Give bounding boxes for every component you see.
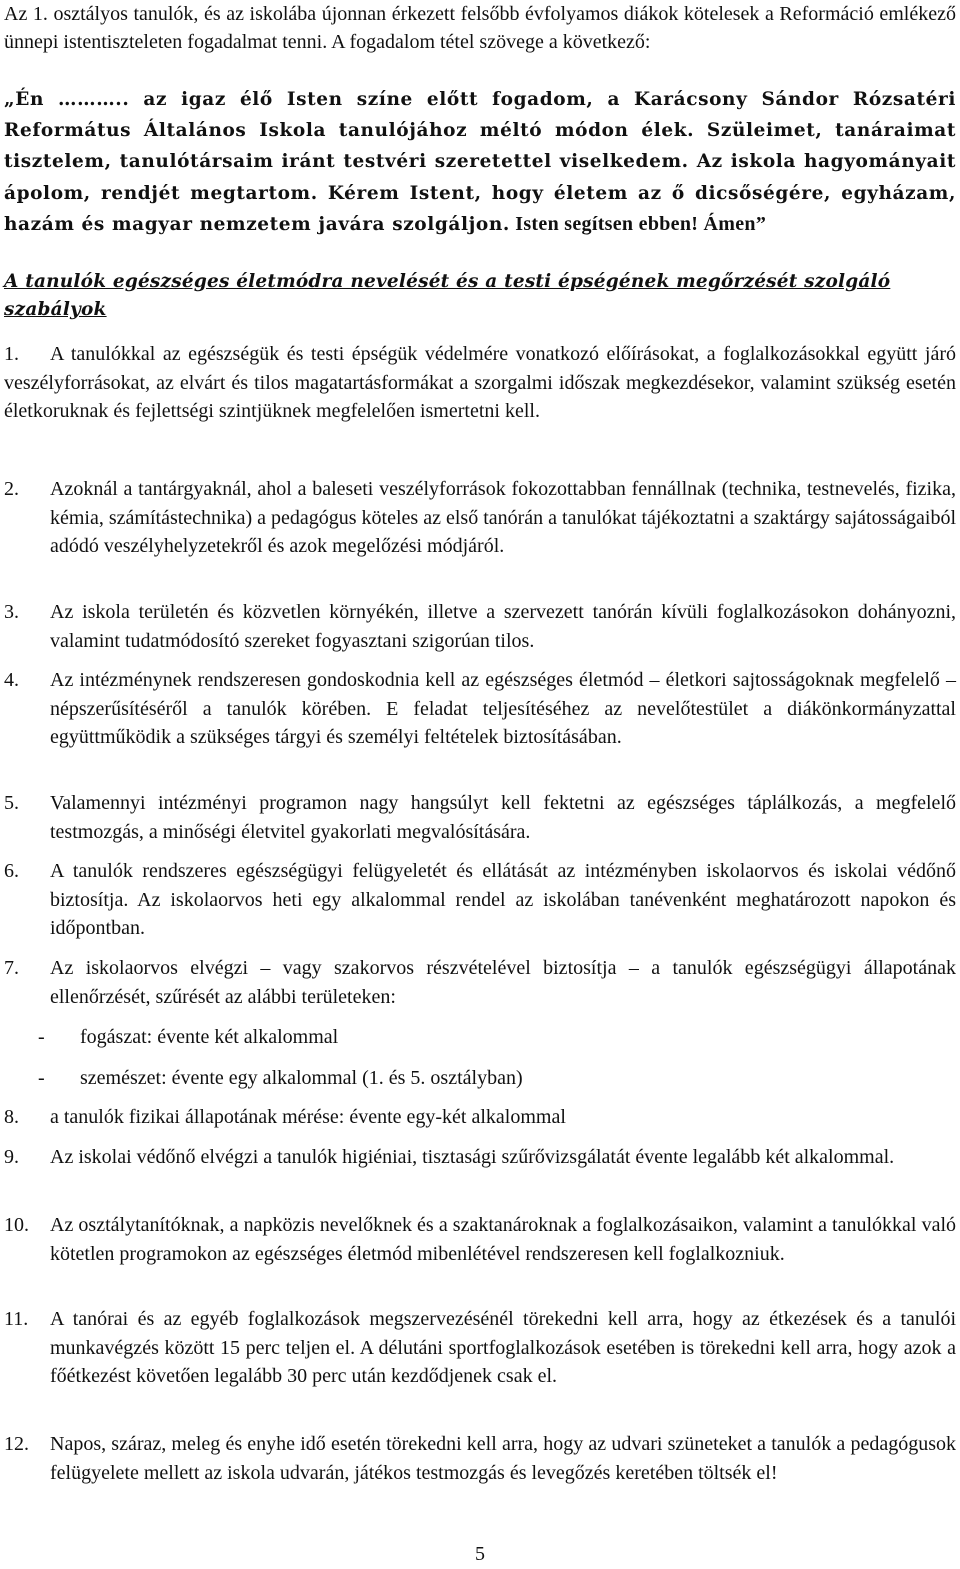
list-item-12 <box>4 1430 956 1487</box>
oath-closing: Isten segítsen ebben! Ámen” <box>515 212 767 235</box>
sub-item-text: szemészet: évente egy alkalommal (1. és 5. osztályban) <box>80 1067 523 1089</box>
list-item-number: 11. <box>4 1308 29 1330</box>
list-item-number: 10. <box>4 1214 29 1236</box>
sub-item-text: fogászat: évente két alkalommal <box>80 1026 339 1048</box>
list-item-text: Az iskola területén és közvetlen környékén, illetve a szervezett tanórán kívüli foglalkozásokon dohányozni, valamint tudatmódosító szereket fogyasztani szigorúan tilos. <box>50 601 956 652</box>
sub-item-eye <box>4 1064 956 1093</box>
list-item-text: A tanórai és az egyéb foglalkozások megszervezésénél törekedni kell arra, hogy az étkezések és a tanulói munkavégzés között 15 perc teljen el. A délutáni sportfoglalkozások esetében is törekedni kell arra, hogy azok a főétkezést követően legalább 30 perc után kezdődjenek csak el. <box>50 1308 956 1387</box>
list-item-text: Az iskolai védőnő elvégzi a tanulók higiéniai, tisztasági szűrővizsgálatát évente legalább két alkalommal. <box>50 1146 895 1168</box>
list-item-text: Napos, száraz, meleg és enyhe idő esetén törekedni kell arra, hogy az udvari szüneteket a tanulók a pedagógusok felügyelete mellett az iskola udvarán, játékos testmozgás és levegőzés keretében töltsék el! <box>50 1433 956 1484</box>
oath-text: „Én ……….. az igaz élő Isten színe előtt fogadom, a Karácsony Sándor Rózsatéri Református Általános Iskola tanulójához méltó módon élek. Szüleimet, tanáraimat tisztelem, tanulótársaim iránt testvéri szeretettel viselkedem. Az iskola hagyományait ápolom, rendjét megtartom. Kérem Istent, hogy életem az ő dicsőségére, egyházam, hazám és magyar nemzetem javára szolgáljon. <box>4 89 956 235</box>
oath-paragraph <box>4 84 956 240</box>
list-item-5 <box>4 789 956 846</box>
list-item-7 <box>4 954 956 1011</box>
list-item-number: 6. <box>4 860 19 882</box>
list-item-number: 3. <box>4 601 19 623</box>
sub-item-dash: - <box>38 1026 45 1048</box>
sub-item-dash: - <box>38 1067 45 1089</box>
list-item-6 <box>4 857 956 943</box>
list-item-text: Azoknál a tantárgyaknál, ahol a baleseti veszélyforrások fokozottabban fennállnak (technika, testnevelés, fizika, kémia, számítástechnika) a pedagógus köteles az első tanórán a tanulókat tájékoztatni a szaktárgy sajátosságaiból adódó veszélyhelyzetekről és azok megelőzési módjáról. <box>50 478 956 557</box>
page-number: 5 <box>475 1543 485 1565</box>
list-item-number: 8. <box>4 1106 19 1128</box>
list-item-number: 4. <box>4 669 19 691</box>
list-item-3 <box>4 598 956 655</box>
list-item-number: 2. <box>4 478 19 500</box>
list-item-text: A tanulók rendszeres egészségügyi felügyeletét és ellátását az intézményben iskolaorvos és iskolai védőnő biztosítja. Az iskolaorvos heti egy alkalommal rendel az iskolában tanévenként meghatározott napokon és időpontban. <box>50 860 956 939</box>
list-item-11 <box>4 1305 956 1391</box>
list-item-8 <box>4 1103 956 1132</box>
intro-paragraph: Az 1. osztályos tanulók, és az iskolába újonnan érkezett felsőbb évfolyamos diákok kötelesek a Reformáció emlékező ünnepi istentiszteleten fogadalmat tenni. A fogadalom tétel szövege a következő: <box>4 3 956 54</box>
list-item-text: Az intézménynek rendszeresen gondoskodnia kell az egészséges életmód – életkori sajtosságoknak megfelelő – népszerűsítéséről a tanulók körében. E feladat teljesítéséhez az nevelőtestület a diákönkormányzattal együttműködik a szükséges tárgyi és személyi feltételek biztosításában. <box>50 669 956 748</box>
list-item-number: 9. <box>4 1146 19 1168</box>
list-item-1 <box>4 340 956 426</box>
list-item-text: Valamennyi intézményi programon nagy hangsúlyt kell fektetni az egészséges táplálkozás, a megfelelő testmozgás, a minőségi életvitel gyakorlati megvalósítására. <box>50 792 956 843</box>
list-item-number: 12. <box>4 1433 29 1455</box>
list-item-number: 1. <box>4 343 19 365</box>
list-item-10 <box>4 1211 956 1268</box>
list-item-text: Az iskolaorvos elvégzi – vagy szakorvos részvételével biztosítja – a tanulók egészségügyi állapotának ellenőrzését, szűrését az alábbi területeken: <box>50 957 956 1008</box>
list-item-number: 7. <box>4 957 19 979</box>
list-item-text: Az osztálytanítóknak, a napközis nevelőknek és a szaktanároknak a foglalkozásaikon, valamint a tanulókkal való kötetlen programokon az egészséges életmód mibenlétével rendszeresen kell foglalkozniuk. <box>50 1214 956 1265</box>
list-item-text: a tanulók fizikai állapotának mérése: évente egy-két alkalommal <box>50 1106 566 1128</box>
section-heading: A tanulók egészséges életmódra nevelését és a testi épségének megőrzését szolgáló szabályok <box>4 271 891 320</box>
list-item-2 <box>4 475 956 561</box>
list-item-number: 5. <box>4 792 19 814</box>
list-item-4 <box>4 666 956 752</box>
list-item-text: A tanulókkal az egészségük és testi épségük védelmére vonatkozó előírásokat, a foglalkozásokkal együtt járó veszélyforrásokat, az elvárt és tilos magatartásformákat a szorgalmi időszak megkezdésekor, valamint szükség esetén életkoruknak és fejlettségi szintjüknek megfelelően ismertetni kell. <box>4 343 956 422</box>
list-item-9 <box>4 1143 956 1172</box>
sub-item-dental <box>4 1023 956 1052</box>
